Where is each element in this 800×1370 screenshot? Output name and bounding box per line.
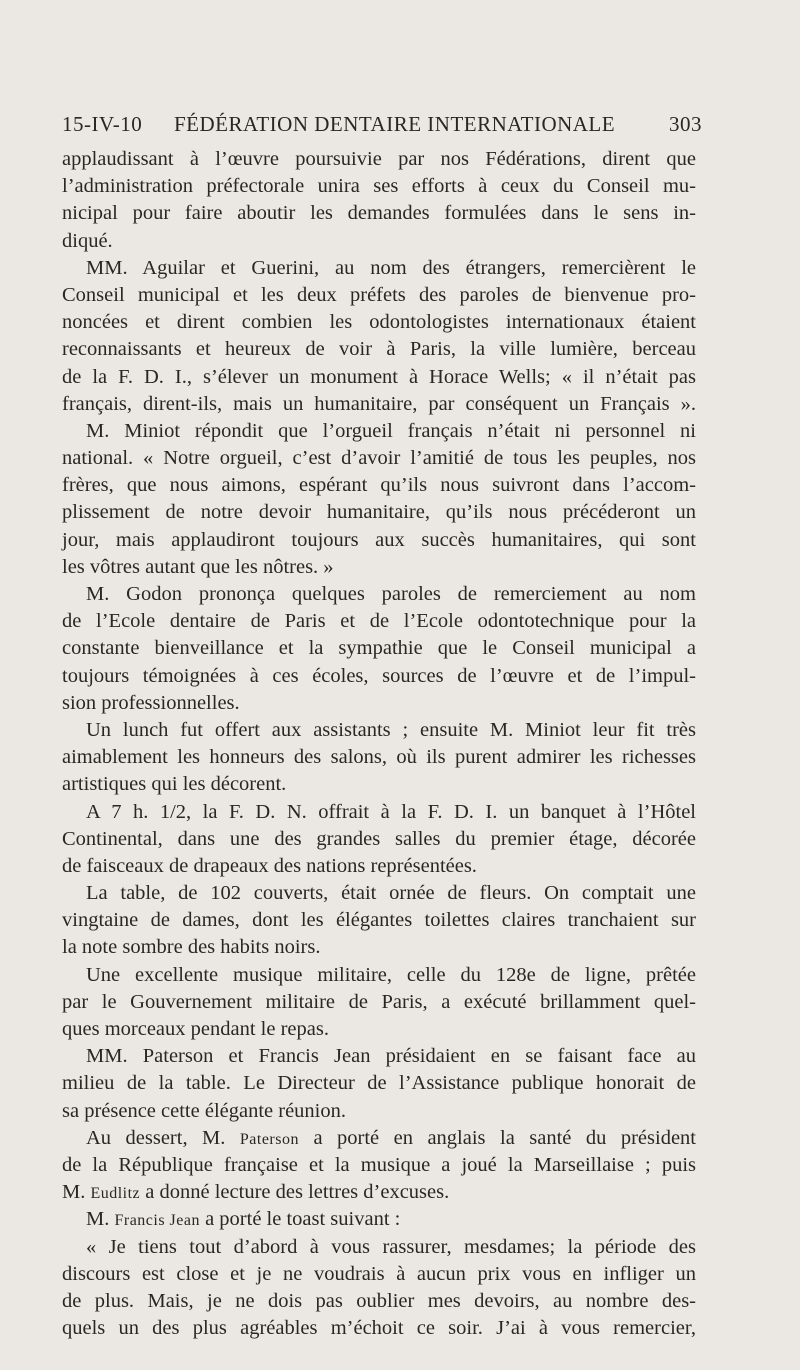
text-line: La table, de 102 couverts, était ornée de fleurs. On comptait une	[86, 882, 696, 905]
text-line: plissement de notre devoir humanitaire, qu’ils nous précéderont un	[62, 501, 696, 524]
text-line: sa présence cette élégante réunion.	[62, 1099, 346, 1122]
text-line: de plus. Mais, je ne dois pas oublier mes devoirs, au nombre des-	[62, 1289, 696, 1312]
text-line: la note sombre des habits noirs.	[62, 936, 321, 959]
text-line: vingtaine de dames, dont les élégantes toilettes claires tranchaient sur	[62, 909, 696, 932]
line-text: M.	[86, 1208, 115, 1231]
text-line: applaudissant à l’œuvre poursuivie par nos Fédérations, dirent que	[62, 148, 696, 170]
text-line: diqué.	[62, 229, 113, 252]
text-line: de l’Ecole dentaire de Paris et de l’Ecole odontotechnique pour la	[62, 610, 696, 633]
text-line: ques morceaux pendant le repas.	[62, 1018, 329, 1040]
text-line: national. « Notre orgueil, c’est d’avoir l’amitié de tous les peuples, nos	[62, 447, 696, 470]
text-line: de la F. D. I., s’élever un monument à Horace Wells; « il n’était pas	[62, 365, 696, 388]
text-line: « Je tiens tout d’abord à vous rassurer, mesdames; la période des	[86, 1235, 696, 1258]
text-line: M. Miniot répondit que l’orgueil français n’était ni personnel ni	[86, 419, 696, 442]
line-text: M.	[62, 1181, 91, 1204]
line-text: a porté en anglais la santé du président	[298, 1126, 696, 1149]
text-line: par le Gouvernement militaire de Paris, a exécuté brillamment quel-	[62, 990, 696, 1013]
text-line: Un lunch fut offert aux assistants ; ensuite M. Miniot leur fit très	[86, 718, 696, 741]
name-small-caps: Francis Jean	[114, 1212, 200, 1230]
text-line: nicipal pour faire aboutir les demandes formulées dans le sens in-	[62, 202, 696, 225]
text-line	[62, 1125, 696, 1152]
text-line: artistiques qui les décorent.	[62, 773, 287, 796]
text-line: Conseil municipal et les deux préfets des paroles de bienvenue pro-	[62, 283, 696, 306]
text-line: français, dirent-ils, mais un humanitaire, par conséquent un Français ».	[62, 392, 696, 415]
text-line: de la République française et la musique a joué la Marseillaise ; puis	[62, 1153, 696, 1176]
text-line: toujours témoignées à ces écoles, sources de l’œuvre et de l’impul-	[62, 664, 696, 687]
text-line: MM. Paterson et Francis Jean présidaient en se faisant face au	[86, 1045, 696, 1068]
text-line: quels un des plus agréables m’échoit ce soir. J’ai à vous remercier,	[62, 1317, 696, 1340]
text-line: MM. Aguilar et Guerini, au nom des étrangers, remercièrent le	[86, 256, 696, 279]
text-line: constante bienveillance et la sympathie que le Conseil municipal a	[62, 637, 696, 660]
text-line: sion professionnelles.	[62, 691, 240, 714]
text-line: de faisceaux de drapeaux des nations représentées.	[62, 854, 477, 877]
text-line	[62, 1179, 696, 1206]
text-line: l’administration préfectorale unira ses efforts à ceux du Conseil mu-	[62, 175, 696, 198]
text-line: milieu de la table. Le Directeur de l’Assistance publique honorait de	[62, 1072, 696, 1095]
text-line	[62, 1206, 696, 1233]
name-small-caps: Paterson	[239, 1130, 299, 1148]
page-number: 303	[669, 112, 702, 136]
text-line: M. Godon prononça quelques paroles de remerciement au nom	[86, 583, 696, 605]
line-text: Au dessert, M.	[86, 1126, 240, 1149]
text-line: les vôtres autant que les nôtres. »	[62, 555, 334, 578]
line-text: a donné lecture des lettres d’excuses.	[140, 1181, 450, 1204]
text-line: reconnaissants et heureux de voir à Paris, la ville lumière, berceau	[62, 338, 696, 361]
text-line: Continental, dans une des grandes salles du premier étage, décorée	[62, 827, 696, 850]
header-title: FÉDÉRATION DENTAIRE INTERNATIONALE	[174, 112, 616, 136]
running-header	[62, 112, 702, 142]
text-line: jour, mais applaudiront toujours aux succès humanitaires, qui sont	[62, 528, 696, 551]
body-text	[62, 146, 696, 1342]
text-line: aimablement les honneurs des salons, où ils purent admirer les richesses	[62, 746, 696, 769]
text-line: discours est close et je ne voudrais à aucun prix vous en infliger un	[62, 1262, 696, 1285]
name-small-caps: Eudlitz	[90, 1185, 141, 1203]
text-line: frères, que nous aimons, espérant qu’ils nous suivront dans l’accom-	[62, 474, 696, 497]
header-date: 15-IV-10	[62, 112, 143, 136]
text-line: noncées et dirent combien les odontologistes internationaux étaient	[62, 311, 696, 334]
line-text: a porté le toast suivant :	[199, 1208, 401, 1231]
text-line: A 7 h. 1/2, la F. D. N. offrait à la F. D. I. un banquet à l’Hôtel	[86, 800, 696, 823]
text-line: Une excellente musique militaire, celle du 128e de ligne, prêtée	[86, 963, 696, 986]
